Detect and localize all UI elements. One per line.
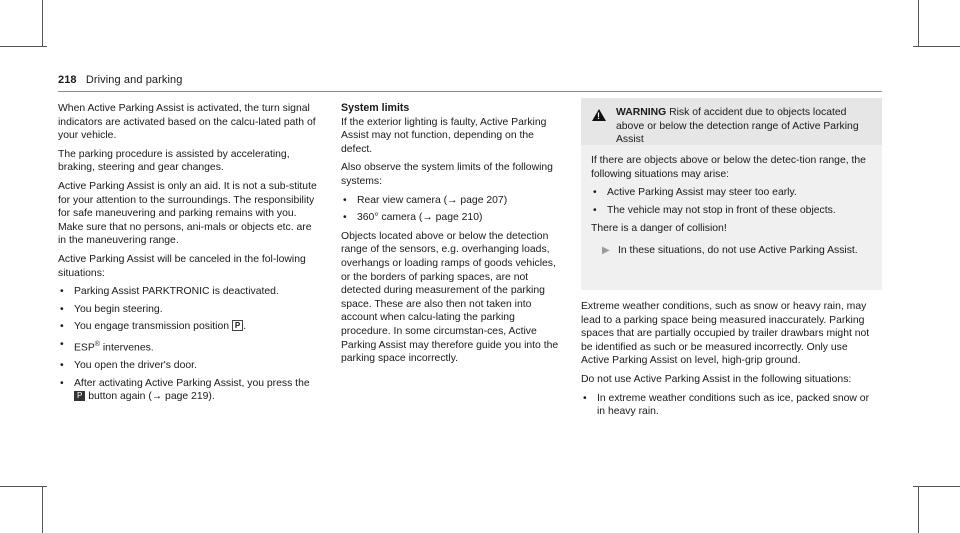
- crop-mark: [913, 46, 960, 47]
- bullet: •: [60, 286, 64, 298]
- list-item: • You begin steering.: [60, 303, 163, 315]
- warning-icon: !: [592, 109, 606, 121]
- page-header: [58, 74, 183, 86]
- bullet: •: [583, 392, 587, 404]
- cancel-list: [58, 285, 321, 404]
- bullet: •: [60, 303, 64, 315]
- crop-mark: [913, 486, 960, 487]
- paragraph: There is a danger of collision!: [591, 223, 727, 235]
- situations-list: [581, 392, 871, 419]
- bullet: •: [60, 359, 64, 371]
- crop-mark: [0, 486, 47, 487]
- paragraph: Also observe the system limits of the following systems:: [341, 162, 553, 187]
- bullet: •: [343, 194, 347, 206]
- warning-list: [591, 186, 873, 217]
- bullet: •: [60, 377, 64, 389]
- paragraph: The parking procedure is assisted by accelerating, braking, steering and gear changes.: [58, 148, 290, 174]
- paragraph: Active Parking Assist will be canceled in the fol-lowing situations:: [58, 253, 306, 279]
- warning-body: [591, 154, 873, 258]
- warning-title: WARNING Risk of accident due to objects located above or below the detection range of Active Parking Assist: [616, 107, 859, 146]
- bullet: •: [60, 338, 64, 350]
- list-item: • In extreme weather conditions such as ice, packed snow or in heavy rain.: [583, 392, 870, 418]
- paragraph: If the exterior lighting is faulty, Active Parking Assist may not function, depending on the defect.: [341, 116, 547, 155]
- action-step: ▶ In these situations, do not use Active Parking Assist.: [602, 244, 858, 256]
- list-item: • You engage transmission position P .: [60, 321, 247, 333]
- paragraph: If there are objects above or below the detec-tion range, the following situations may arise:: [591, 155, 866, 180]
- bullet: •: [60, 321, 64, 333]
- arrow-right-icon: ▶: [602, 244, 610, 256]
- left-column: [58, 102, 321, 409]
- paragraph: Active Parking Assist is only an aid. It is not a sub-stitute for your attention to the surroundings. The responsibility for safe maneuvering and parking remains with you. Make sure that no persons, ani-mals or objects etc. are in the maneuvering range.: [58, 180, 317, 247]
- header-divider: [58, 91, 882, 92]
- bullet: •: [593, 187, 597, 199]
- warning-box: [581, 98, 882, 290]
- paragraph: Objects located above or below the detection range of the sensors, e.g. overhanging loads, overhangs or loading ramps of goods vehicles, or the borders of parking spaces, are not detected during measurement of the parking space. These are also then not taken into account when calcu-lating the parking procedure. In some circumstan-ces, Active Parking Assist may therefore guide you into the parking space incorrectly.: [341, 230, 559, 365]
- crop-mark: [42, 486, 43, 533]
- crop-mark: [918, 0, 919, 47]
- list-item: • After activating Active Parking Assist, you press the P button again (→ page 219).: [60, 377, 310, 403]
- systems-list: [341, 194, 563, 225]
- bullet: •: [343, 212, 347, 224]
- section-title: Driving and parking: [85, 74, 183, 86]
- middle-column: [341, 102, 563, 371]
- section-heading: System limits: [341, 102, 410, 114]
- paragraph: Do not use Active Parking Assist in the following situations:: [581, 373, 852, 385]
- warning-label: WARNING: [616, 107, 667, 118]
- list-item: • Parking Assist PARKTRONIC is deactivated.: [60, 286, 279, 298]
- crop-mark: [0, 46, 47, 47]
- bullet: •: [593, 204, 597, 216]
- crop-mark: [42, 0, 43, 47]
- right-column: [581, 300, 871, 424]
- page-number: 218: [58, 74, 77, 86]
- parking-button-icon: P: [74, 391, 85, 401]
- park-position-key: P: [232, 320, 243, 331]
- crop-mark: [918, 486, 919, 533]
- paragraph: When Active Parking Assist is activated, the turn signal indicators are activated based on the calcu-lated path of your vehicle.: [58, 103, 316, 142]
- warning-header: [581, 98, 882, 145]
- list-item: • You open the driver's door.: [60, 359, 197, 371]
- list-item: • ESP® intervenes.: [60, 338, 154, 354]
- list-item: • Active Parking Assist may steer too early.: [593, 187, 797, 199]
- list-item: • 360° camera (→ page 210): [343, 212, 483, 224]
- paragraph: Extreme weather conditions, such as snow or heavy rain, may lead to a parking space being measured inaccurately. Parking spaces that are partially occupied by trailer drawbars might not be identified as such or be measured incorrectly. Only use Active Parking Assist on level, high-grip ground.: [581, 301, 870, 367]
- list-item: • The vehicle may not stop in front of these objects.: [593, 204, 836, 216]
- list-item: • Rear view camera (→ page 207): [343, 194, 508, 206]
